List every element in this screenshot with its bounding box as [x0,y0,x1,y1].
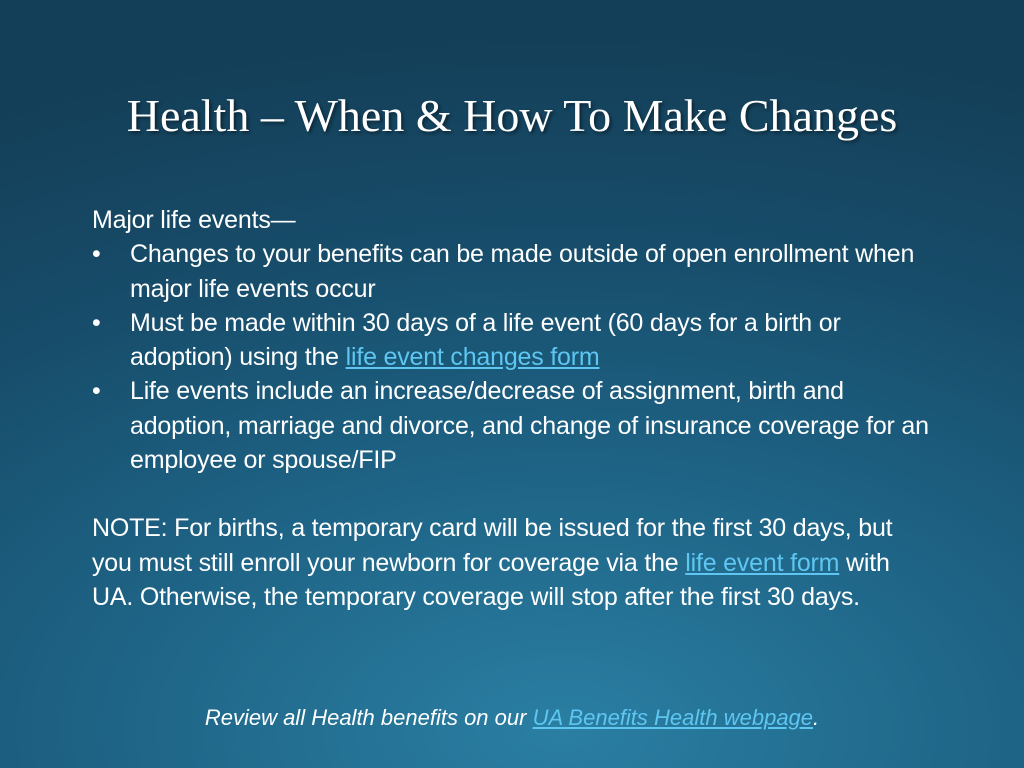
list-item [92,374,932,477]
footer-period: . [813,705,820,730]
bullet-text: Changes to your benefits can be made outside of open enrollment when major life events occur [130,240,915,303]
bullet-text: Must be made within 30 days of a life event (60 days for a birth or adoption) using the [130,308,841,372]
list-item [92,306,932,375]
bullet-list [92,237,932,477]
bullet-icon: • [92,308,101,337]
bullet-icon: • [92,377,101,406]
list-item [92,237,932,306]
life-event-changes-form-link[interactable]: life event changes form [345,343,600,372]
note-text-end: with UA. Otherwise, the temporary coverage will stop after the first 30 days. [92,548,890,611]
intro-text: Major life events— [92,206,296,234]
slide-title: Health – When & How To Make Changes [126,90,898,141]
slide-body [92,203,932,614]
bullet-icon: • [92,240,101,269]
life-event-form-link[interactable]: life event form [685,548,840,577]
bullet-text: Life events include an increase/decrease of assignment, birth and adoption, marriage and divorce, and change of insurance coverage for an employee or spouse/FIP [130,377,929,475]
note-paragraph [92,511,932,614]
footer-line [0,702,1024,734]
spacer [92,477,932,511]
ua-benefits-health-webpage-link[interactable]: UA Benefits Health webpage [532,705,814,730]
footer-text: Review all Health benefits on our [204,705,533,730]
note-text: NOTE: For births, a temporary card will be issued for the first 30 days, but you must still enroll your newborn for coverage via the [92,514,893,577]
